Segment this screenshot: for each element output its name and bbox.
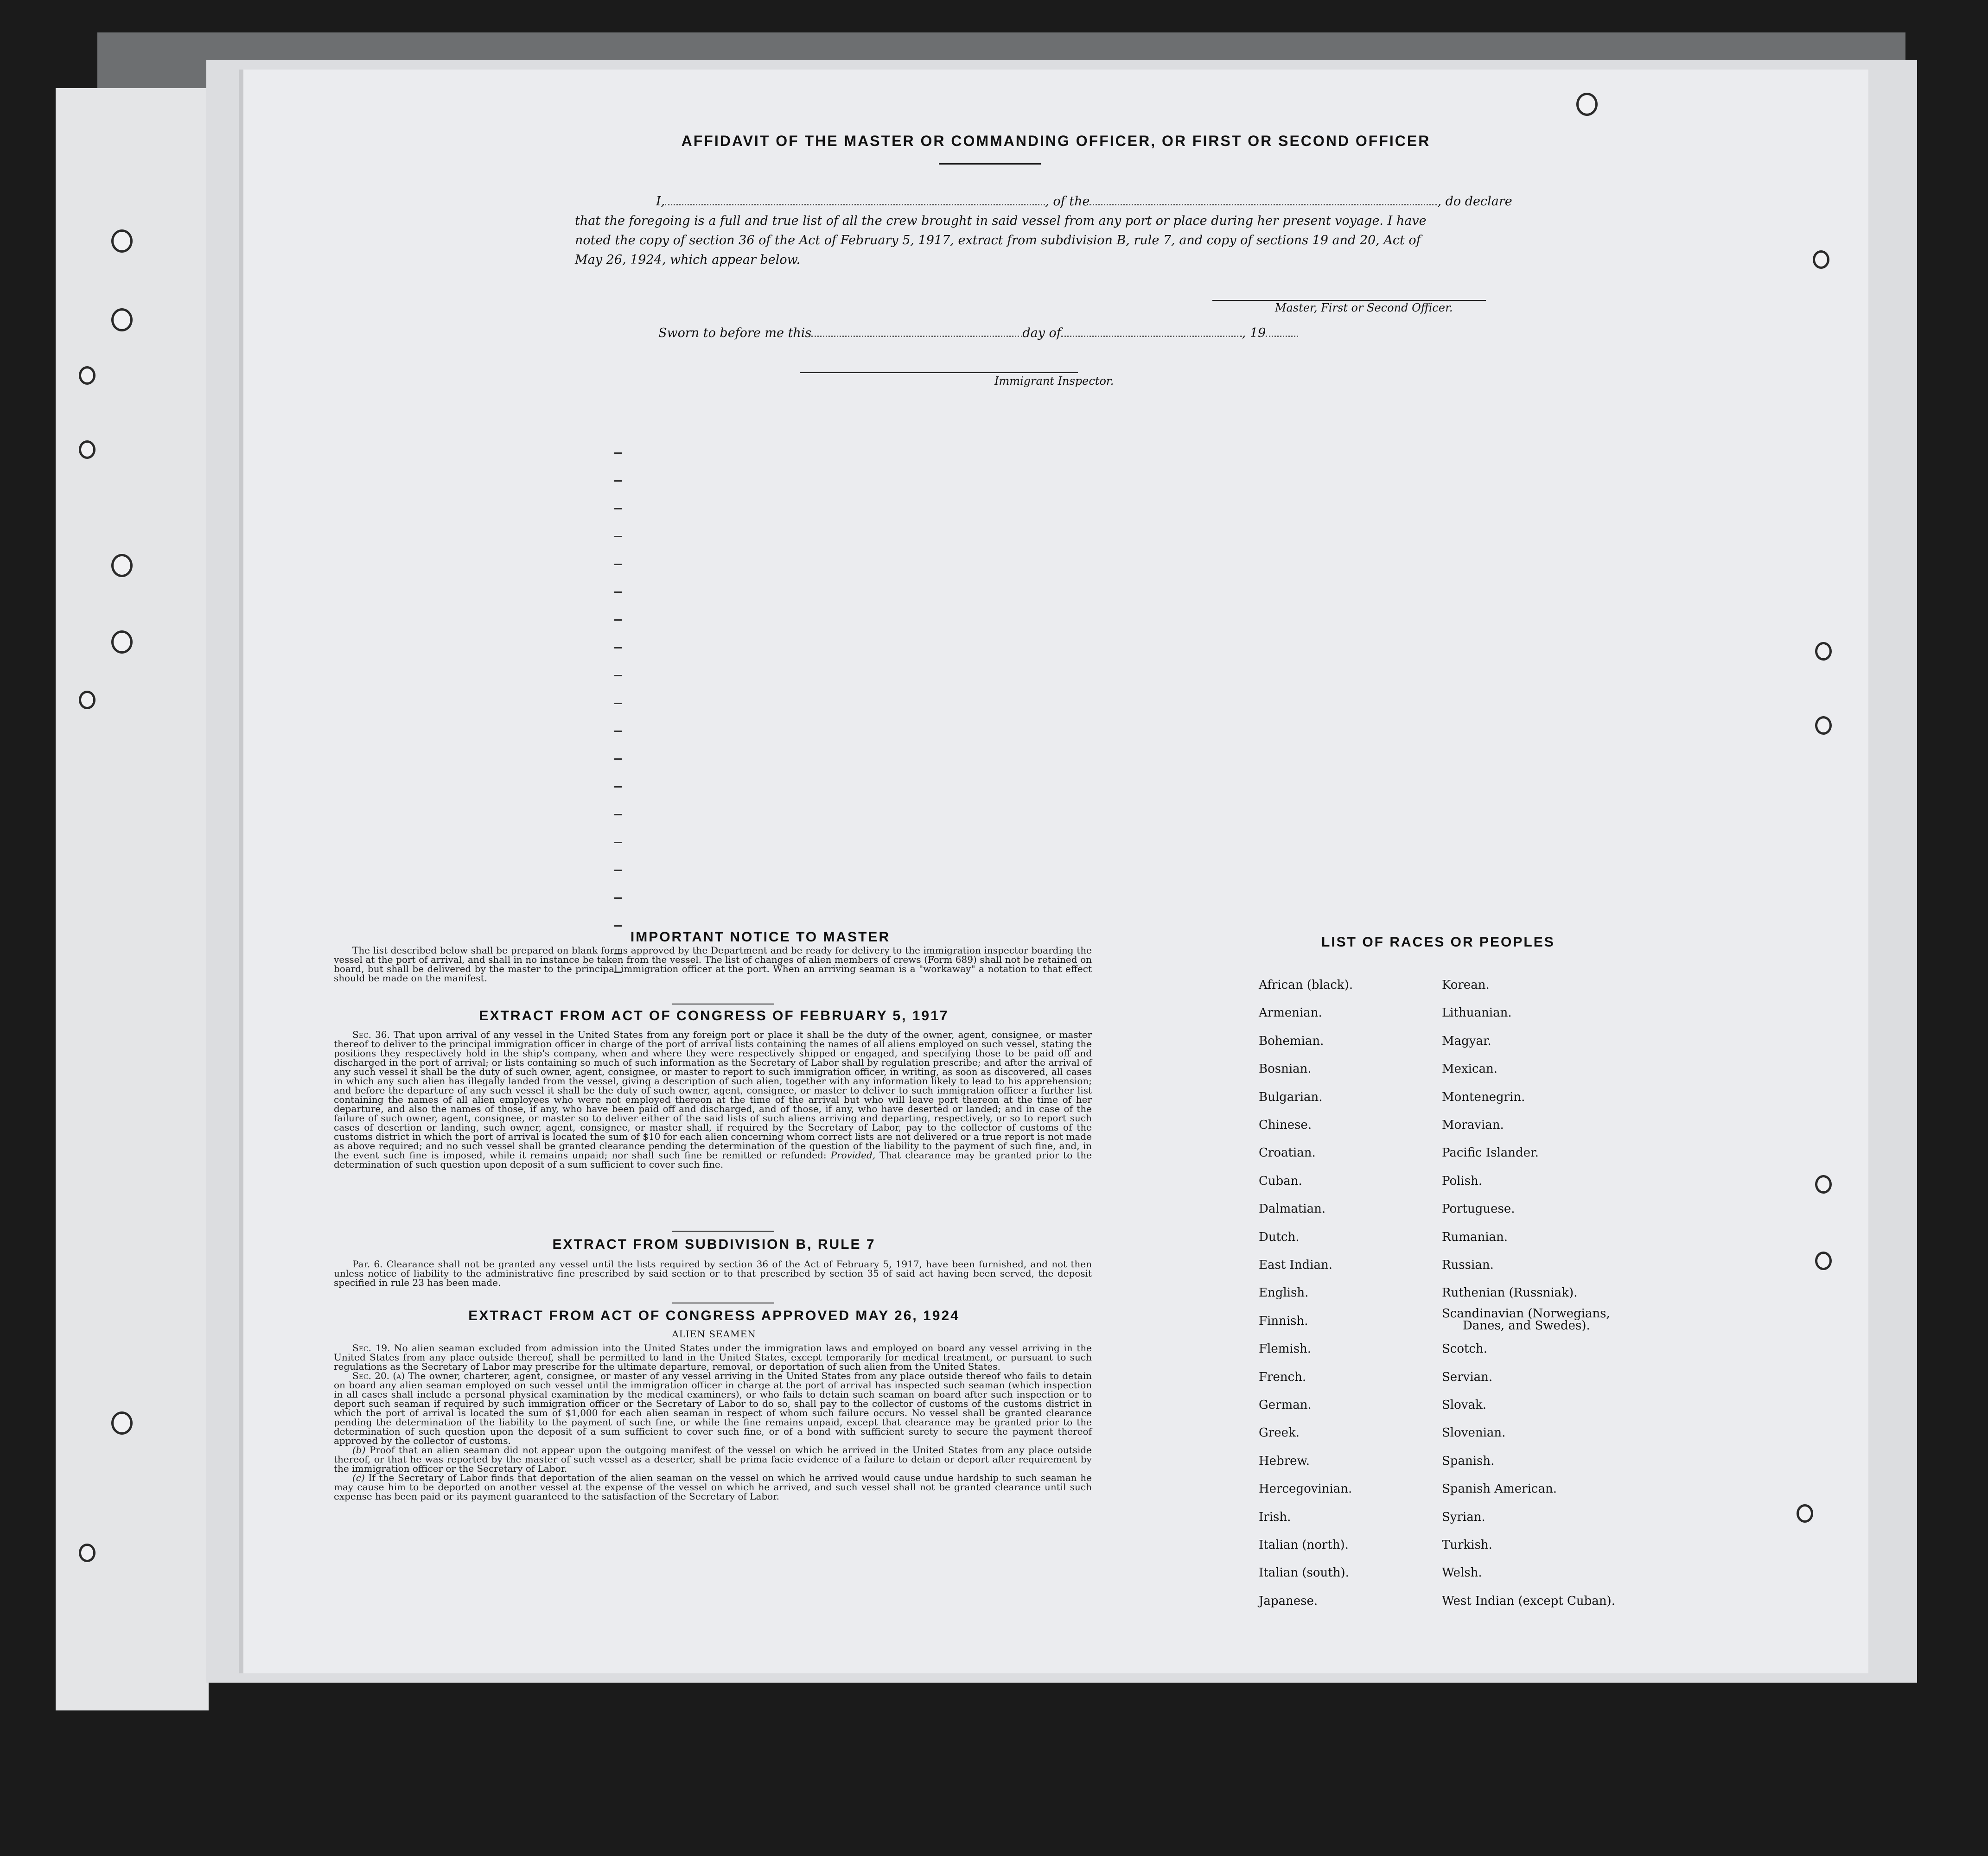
- race-item: Slovenian.: [1442, 1426, 1506, 1440]
- race-item: Servian.: [1442, 1370, 1493, 1384]
- binder-hole: [79, 366, 96, 385]
- binder-hole: [1815, 1175, 1832, 1194]
- race-item: Irish.: [1259, 1510, 1291, 1524]
- race-item: Hercegovinian.: [1259, 1482, 1352, 1496]
- binder-hole: [1815, 1252, 1832, 1270]
- section-36-end: That clearance may be granted prior to the determination of such question upon deposit of a sum sufficient to cover such fine.: [334, 1150, 1092, 1170]
- race-item: Hebrew.: [1259, 1454, 1310, 1468]
- race-item: East Indian.: [1259, 1258, 1333, 1272]
- race-item: Finnish.: [1259, 1314, 1308, 1328]
- section-20c-body: If the Secretary of Labor finds that deportation of the alien seaman on the vessel on which he arrived would cause undue hardship to such seaman he may cause him to be deported on another vessel at the expense of the vessel on which he arrived, and such vessel shall not be granted clearance until such expense has been paid or its payment guaranteed to the satisfaction of the Secretary of Labor.: [334, 1472, 1092, 1502]
- affidavit-line-4: May 26, 1924, which appear below.: [575, 253, 801, 267]
- race-item: Bulgarian.: [1259, 1090, 1323, 1104]
- affidavit-line-2: that the foregoing is a full and true list of all the crew brought in said vessel from any port or place during her present voyage. I have: [575, 214, 1427, 228]
- binder-hole: [1815, 716, 1832, 735]
- subdiv-b-title: EXTRACT FROM SUBDIVISION B, RULE 7: [552, 1237, 876, 1252]
- race-item: Scandinavian (Norwegians,: [1442, 1306, 1610, 1321]
- sworn-text: Sworn to before me this: [658, 326, 812, 340]
- section-19-body: No alien seaman excluded from admission into the United States under the immigration laws and employed on board any vessel arriving in the United States from any place outside thereof, shall be permitted to land in the United States, except temporarily for medical treatment, or pursuant to such regulations as the Secretary of Labor may prescribe for the ultimate departure, removal, or deportation of such alien from the United States.: [334, 1342, 1092, 1372]
- section-36-label: Sec. 36.: [352, 1029, 390, 1040]
- master-signature-label: Master, First or Second Officer.: [1275, 301, 1453, 314]
- title-rule: [939, 163, 1041, 165]
- race-item: Spanish American.: [1442, 1482, 1557, 1496]
- section-20b-label: (b): [352, 1444, 366, 1456]
- vessel-blank[interactable]: [1090, 194, 1437, 205]
- notice-title: IMPORTANT NOTICE TO MASTER: [630, 929, 891, 945]
- race-item: Welsh.: [1442, 1566, 1482, 1580]
- race-item: Dalmatian.: [1259, 1202, 1326, 1216]
- section-20a-body: The owner, charterer, agent, consignee, or master of any vessel arriving in the United States from any place outside thereof who fails to detain on board any alien seaman employed on such vessel until the immigration officer in charge at the port of arrival has inspected such seaman (which inspection in all cases shall include a personal physical examination by the medical examiners), or who fails to detain such seaman on board after such inspection or to deport such seaman if required by such immigration officer or the Secretary of Labor to do so, shall pay to the collector of customs of the customs district in which the port of arrival is located the sum of $1,000 for each alien seaman in respect of whom such failure occurs. No vessel shall be granted clearance pending the determination of the liability to the payment of such fine, or while the fine remains unpaid, except that clearance may be granted prior to the determination of such question upon the deposit of a sum sufficient to cover such fine, or of a bond with sufficient surety to secure the payment thereof approved by the collector of customs.: [334, 1370, 1092, 1446]
- dash-mark: [614, 452, 622, 454]
- section-20c-label: (c): [352, 1472, 365, 1483]
- dash-mark: [614, 758, 622, 760]
- dash-mark: [614, 842, 622, 843]
- binder-hole: [79, 1544, 96, 1562]
- race-item: Bohemian.: [1259, 1034, 1324, 1048]
- dash-mark: [614, 786, 622, 788]
- affidavit-line-1: [656, 194, 1512, 209]
- race-item: Italian (north).: [1259, 1538, 1349, 1552]
- affidavit-title: AFFIDAVIT OF THE MASTER OR COMMANDING OFFICER, OR FIRST OR SECOND OFFICER: [681, 133, 1431, 149]
- race-item: Syrian.: [1442, 1510, 1485, 1524]
- race-item: Pacific Islander.: [1442, 1146, 1539, 1160]
- dash-mark: [614, 480, 622, 482]
- affidavit-of-the: , of the: [1045, 194, 1090, 209]
- race-item: Ruthenian (Russniak).: [1442, 1286, 1578, 1300]
- dash-mark: [614, 897, 622, 899]
- race-item: Italian (south).: [1259, 1566, 1349, 1580]
- race-item: German.: [1259, 1398, 1312, 1412]
- race-item: African (black).: [1259, 978, 1353, 992]
- section-36-paragraph: [334, 1030, 1092, 1169]
- race-item: Turkish.: [1442, 1538, 1492, 1552]
- dash-mark: [614, 536, 622, 537]
- race-item: Chinese.: [1259, 1118, 1312, 1132]
- section-20b-body: Proof that an alien seaman did not appear upon the outgoing manifest of the vessel on which he arrived in the United States from any place outside thereof, or that he was reported by the master of such vessel as a deserter, shall be prima facie evidence of a failure to detain or deport after requirement by the immigration officer or the Secretary of Labor.: [334, 1444, 1092, 1474]
- race-item: Mexican.: [1442, 1062, 1498, 1076]
- sworn-year-blank[interactable]: [1266, 325, 1298, 337]
- extract-1917-title: EXTRACT FROM ACT OF CONGRESS OF FEBRUARY 5, 1917: [479, 1008, 949, 1023]
- section-36-body: That upon arrival of any vessel in the United States from any foreign port or place it shall be the duty of the owner, agent, consignee, or master thereof to deliver to the principal immigration officer in charge of the port of arrival lists containing the names of all aliens employed on such vessel, stating the positions they respectively hold in the ship's company, when and where they were respectively shipped or engaged, and specifying those to be paid off and discharged in the port of arrival; or lists containing so much of such information as the Secretary of Labor shall by regulation prescribe; and after the arrival of any such vessel it shall be the duty of such owner, agent, consignee, or master to report to such immigration officer, in writing, as soon as discovered, all cases in which any such alien has illegally landed from the vessel, giving a description of such alien, together with any information likely to lead to his apprehension; and before the departure of any such vessel it shall be the duty of such owner, agent, consignee, or master to deliver to such immigration officer a further list containing the names of all alien employees who were not employed thereon at the time of the arrival but who will leave port thereon at the time of her departure, and also the names of those, if any, who have been paid off and discharged, and of those, if any, who have deserted or landed; and in case of the failure of such owner, agent, consignee, or master so to deliver either of the said lists of such aliens arriving and departing, respectively, or so to report such cases of desertion or landing, such owner, agent, consignee, or master shall, if required by the Secretary of Labor, pay to the collector of customs of the customs district in which the port of arrival is located the sum of $10 for each alien concerning whom correct lists are not delivered or a true report is not made as above required; and no such vessel shall be granted clearance pending the determination of the question of the liability to the payment of such fine, and, in the event such fine is imposed, while it remains unpaid; nor shall such fine be remitted or refunded:: [334, 1029, 1092, 1161]
- section-20a-paragraph: [334, 1371, 1092, 1445]
- race-item: Dutch.: [1259, 1230, 1300, 1244]
- race-item: Bosnian.: [1259, 1062, 1312, 1076]
- dash-mark: [614, 925, 622, 927]
- inspector-signature-line[interactable]: [800, 372, 1078, 373]
- notice-paragraph: The list described below shall be prepared on blank forms approved by the Department and be ready for delivery to the immigration inspector boarding the vessel at the port of arrival, and shall in no instance be taken from the vessel. The list of changes of alien members of crews (Form 689) shall not be retained on board, but shall be delivered by the master to the principal immigration officer at the port. When an arriving seaman is a "workaway" a notation to that effect should be made on the manifest.: [334, 945, 1092, 984]
- binder-hole: [111, 554, 133, 577]
- section-20b-paragraph: [334, 1445, 1092, 1473]
- dash-mark: [614, 619, 622, 621]
- sworn-line: [658, 325, 1298, 340]
- binder-hole: [111, 1411, 133, 1435]
- binder-hole: [79, 691, 96, 709]
- dash-mark: [614, 508, 622, 509]
- race-item: Croatian.: [1259, 1146, 1316, 1160]
- section-19-paragraph: [334, 1343, 1092, 1371]
- race-item: Lithuanian.: [1442, 1006, 1512, 1020]
- provided-word: Provided,: [830, 1150, 876, 1161]
- dash-mark: [614, 675, 622, 676]
- race-item: Scotch.: [1442, 1342, 1488, 1356]
- affidavit-do-declare: , do declare: [1437, 194, 1512, 209]
- race-item: Japanese.: [1259, 1594, 1318, 1608]
- binder-hole: [111, 229, 133, 253]
- subdiv-b-paragraph: Par. 6. Clearance shall not be granted any vessel until the lists required by section 36 of the Act of February 5, 1917, have been furnished, and not then unless notice of liability to the administrative fine prescribed by said section or to that prescribed by section 35 of said act having been served, the deposit specified in rule 23 has been made.: [334, 1259, 1092, 1288]
- binder-hole: [1813, 250, 1829, 269]
- extract-1917-text: [334, 1030, 1092, 1169]
- dash-mark: [614, 731, 622, 732]
- race-item: West Indian (except Cuban).: [1442, 1594, 1615, 1608]
- race-item: Rumanian.: [1442, 1230, 1508, 1244]
- race-item: Greek.: [1259, 1426, 1300, 1440]
- race-item: Magyar.: [1442, 1034, 1491, 1048]
- affidavit-i: I,: [656, 194, 665, 209]
- dash-mark: [614, 591, 622, 593]
- race-item: Montenegrin.: [1442, 1090, 1525, 1104]
- master-signature-line[interactable]: [1212, 300, 1486, 301]
- background-strip: [56, 88, 209, 1710]
- sworn-day-blank[interactable]: [811, 325, 1022, 337]
- extract-1924-text: [334, 1343, 1092, 1501]
- document-page: [239, 70, 1868, 1673]
- race-item: Spanish.: [1442, 1454, 1495, 1468]
- section-20c-paragraph: [334, 1473, 1092, 1501]
- race-item: Russian.: [1442, 1258, 1494, 1272]
- race-item: French.: [1259, 1370, 1306, 1384]
- dash-mark: [614, 703, 622, 704]
- race-item: Flemish.: [1259, 1342, 1312, 1356]
- subdiv-b-text: [334, 1259, 1092, 1287]
- dash-mark: [614, 814, 622, 815]
- binder-hole: [1576, 93, 1598, 116]
- binder-hole: [79, 440, 96, 459]
- extract-1924-title: EXTRACT FROM ACT OF CONGRESS APPROVED MAY 26, 1924: [468, 1308, 960, 1323]
- race-item: Cuban.: [1259, 1174, 1302, 1188]
- section-19-label: Sec. 19.: [352, 1342, 390, 1354]
- race-item-continuation: Danes, and Swedes).: [1463, 1318, 1590, 1333]
- race-item: Armenian.: [1259, 1006, 1322, 1020]
- binder-hole: [1797, 1504, 1813, 1523]
- race-item: Slovak.: [1442, 1398, 1486, 1412]
- year-text: , 19: [1242, 326, 1266, 340]
- section-20a-label: Sec. 20. (a): [352, 1370, 405, 1381]
- races-title: LIST OF RACES OR PEOPLES: [1321, 934, 1555, 950]
- name-blank[interactable]: [665, 194, 1045, 205]
- race-item: Polish.: [1442, 1174, 1483, 1188]
- alien-seamen-subtitle: ALIEN SEAMEN: [672, 1328, 756, 1340]
- binder-hole: [1815, 642, 1832, 661]
- dash-mark: [614, 870, 622, 871]
- day-of-text: day of: [1022, 326, 1061, 340]
- notice-text: [334, 946, 1092, 983]
- dash-mark: [614, 564, 622, 565]
- dash-mark: [614, 647, 622, 648]
- sworn-month-blank[interactable]: [1061, 325, 1242, 337]
- affidavit-line-3: noted the copy of section 36 of the Act of February 5, 1917, extract from subdivision B, rule 7, and copy of sections 19 and 20, Act of: [575, 233, 1421, 248]
- race-item: Portuguese.: [1442, 1202, 1515, 1216]
- binder-hole: [111, 308, 133, 331]
- race-item: Moravian.: [1442, 1118, 1504, 1132]
- binder-hole: [111, 630, 133, 654]
- inspector-signature-label: Immigrant Inspector.: [994, 375, 1114, 388]
- race-item: Korean.: [1442, 978, 1490, 992]
- section-rule: [672, 1231, 774, 1232]
- race-item: English.: [1259, 1286, 1309, 1300]
